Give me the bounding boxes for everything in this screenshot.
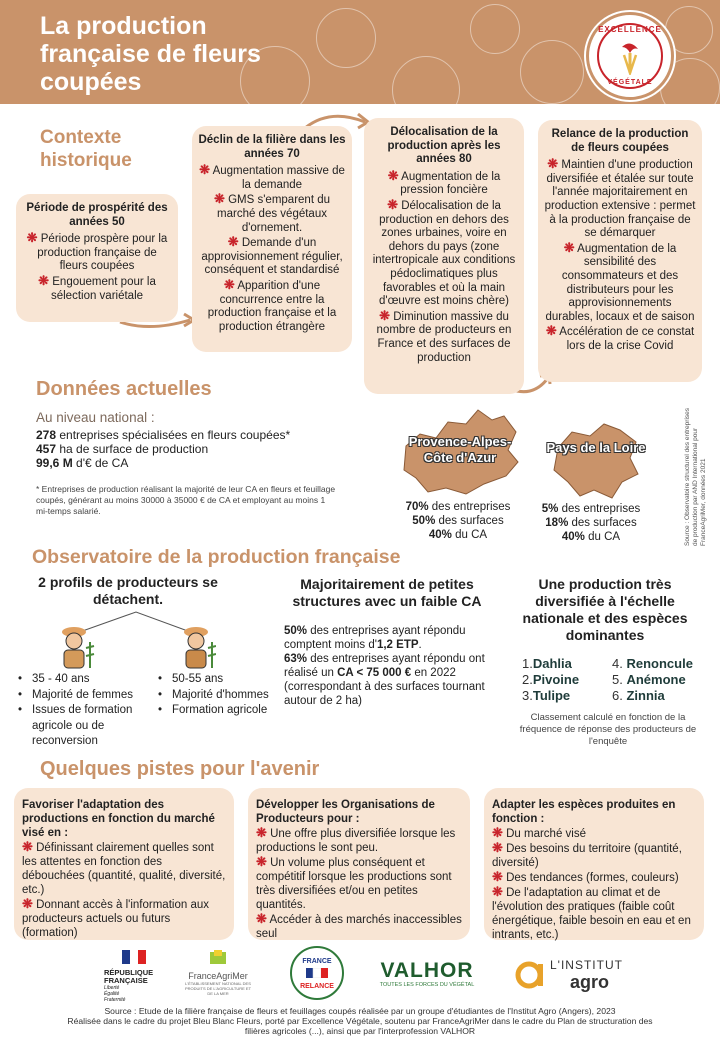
star-icon: ❋ [256,825,267,840]
valhor-logo: VALHOR TOUTES LES FORCES DU VÉGÉTAL [379,959,475,988]
star-icon: ❋ [227,234,239,250]
period-box-70s: Déclin de la filière dans les années 70 ❋ Augmentation massive de la demande ❋ GMS s'emparent du marché des végétaux d'ornement. ❋ Demande d'un approvisionnement régulier, conséquent et standardisé ❋ Apparition d'une concurrence entre la production française et la production étrangère [192,126,352,352]
species-ranking-note: Classement calculé en fonction de la fréquence de réponse des producteurs de l'enquête [519,712,697,747]
profils-title: 2 profils de producteurs se détachent. [38,574,218,607]
star-icon: ❋ [492,840,503,855]
franceagrimer-icon [208,950,228,966]
petites-structures-text: 50% des entreprises ayant répondu comptent moins d'1,2 ETP. 63% des entreprises ayant répondu ont réalisé un CA < 75 000 € en 2022 (correspondant à des surfaces tournant autour de 2 ha) [284,625,485,707]
star-icon: ❋ [545,323,557,339]
star-icon: ❋ [387,196,398,212]
star-icon: ❋ [492,884,503,899]
france-relance-logo: FRANCE RELANCE [290,946,344,1000]
star-icon: ❋ [256,854,267,869]
ev-emblem-icon [619,41,641,75]
male-farmer-icon [184,627,216,668]
pays-de-la-loire-map-icon [550,418,642,502]
producer-profiles-illustration [56,608,216,674]
period-box-50s: Période de prospérité des années 50 ❋ Période prospère pour la production française de fleurs coupées ❋ Engouement pour la sélection variétale [16,194,178,322]
especes-title: Une production très diversifiée à l'échelle nationale et des espèces dominantes [522,576,688,643]
flower-illustration [392,56,460,104]
species-list-right: 4. Renoncule 5. Anémone 6. Zinnia [612,656,693,703]
star-icon: ❋ [38,272,50,288]
region-stats-pdl: 5% des entreprises 18% des surfaces 40% du CA [541,503,641,543]
avenir-box-especes: Adapter les espèces produites en fonction : ❋ Du marché visé ❋ Des besoins du territoire (quantité, diversité) ❋ Des tendances (formes, couleurs) ❋ De l'adaptation au climat et de l'évolution des pratiques (faible coût énergétique, faible besoin en eau et en intrants, etc.) [484,788,704,940]
page-title: La production française de fleurs coupées [40,12,261,96]
female-farmer-icon [62,627,94,668]
star-icon: ❋ [492,825,503,840]
avenir-box-adaptation: Favoriser l'adaptation des productions en fonction du marché visé en : ❋ Définissant clairement quelles sont les attentes en fonction des débouchées (quantité, qualité, diversité, etc.) ❋ Donnant accès à l'information aux producteurs actuels ou futurs (formation) [14,788,234,940]
period-box-80s: Délocalisation de la production après les années 80 ❋ Augmentation de la pression foncière ❋ Délocalisation de la production en dehors des zones urbaines, voire en dehors du pays (zone intertropicale aux conditions pédoclimatiques plus favorables et où la main d'œuvre est moins chère) ❋ Diminution massive du nombre de producteurs en France et des surfaces de production [364,118,524,394]
star-icon: ❋ [547,156,559,172]
donnees-section-title: Données actuelles [36,378,212,400]
star-icon: ❋ [256,911,267,926]
star-icon: ❋ [379,307,390,323]
star-icon: ❋ [213,191,225,207]
observatoire-section-title: Observatoire de la production française [32,546,401,568]
star-icon: ❋ [26,230,38,246]
national-footnote: * Entreprises de production réalisant la majorité de leur CA en fleurs et feuillage coupés, générant au moins 30000 à 35000 € de CA et employant au moins 1 mi-temps salarié. [36,484,336,516]
star-icon: ❋ [492,869,503,884]
region-label-paca: Provence-Alpes-Côte d'Azur [408,434,512,465]
star-icon: ❋ [22,896,33,911]
excellence-vegetale-logo: EXCELLENCE VÉGÉTALE [586,12,674,100]
national-label: Au niveau national : [36,410,155,425]
republique-francaise-logo: RÉPUBLIQUE FRANÇAISE Liberté Égalité Fraternité [104,950,164,1003]
profile-a-list: • 35 - 40 ans • Majorité de femmes • Issues de formation agricole ou de reconversion [14,672,150,750]
star-icon: ❋ [199,162,210,178]
institut-agro-icon [514,960,544,990]
avenir-section-title: Quelques pistes pour l'avenir [40,758,320,780]
footer-source: Source : Etude de la filière française de fleurs et feuillages coupés réalisée par un groupe d'étudiantes de l'Institut Agro (Angers), 2023 Réalisée dans le cadre du projet Bleu Blanc Fleurs, porté par Excellence Végétale, soutenu par FranceAgriMer dans le cadre du Plan de structuration des filières agricoles (...), ainsi que par l'interprofession VALHOR [67,1006,653,1036]
relance-flag-icon [306,968,328,978]
flower-illustration [520,40,584,104]
star-icon: ❋ [387,167,399,183]
region-label-pdl: Pays de la Loire [546,440,646,455]
avenir-box-organisations: Développer les Organisations de Producteurs pour : ❋ Une offre plus diversifiée lorsque les productions le sont peu. ❋ Un volume plus conséquent et compétitif lorsque les productions sont très diversifiées et/ou en petites quantités. ❋ Accéder à des marchés inaccessibles seul [248,788,470,940]
star-icon: ❋ [22,839,33,854]
petites-structures-title: Majoritairement de petites structures avec un faible CA [292,576,482,609]
star-icon: ❋ [563,239,575,255]
franceagrimer-logo: FranceAgriMer L'ÉTABLISSEMENT NATIONAL DES PRODUITS DE L'AGRICULTURE ET DE LA MER [182,950,254,996]
period-box-relance: Relance de la production de fleurs coupées ❋ Maintien d'une production diversifiée et étalée sur toute l'année majoritairement en production extensive : permet à la production française de se démarquer ❋ Augmentation de la sensibilité des consommateurs et des distributeurs pour les approvisionnements durables, locaux et de saison ❋ Accélération de ce constat lors de la crise Covid [538,120,702,382]
species-list-left: 1.Dahlia 2.Pivoine 3.Tulipe [522,656,580,703]
regions-source-note: Source : Observatoire structurel des entreprises de production par AND International pour FranceAgriMer, données 2021 [684,407,707,546]
marianne-icon [122,950,146,964]
flower-illustration [470,4,520,54]
national-stats: 278 entreprises spécialisées en fleurs coupées* 457 ha de surface de production 99,6 M d'€ de CA [36,428,291,470]
region-stats-paca: 70% des entreprises 50% des surfaces 40% du CA [405,501,511,541]
flower-illustration [316,8,376,68]
contexte-section-title: Contexte historique [40,127,132,171]
star-icon: ❋ [223,276,235,292]
profile-b-list: • 50-55 ans • Majorité d'hommes • Formation agricole [154,672,284,719]
